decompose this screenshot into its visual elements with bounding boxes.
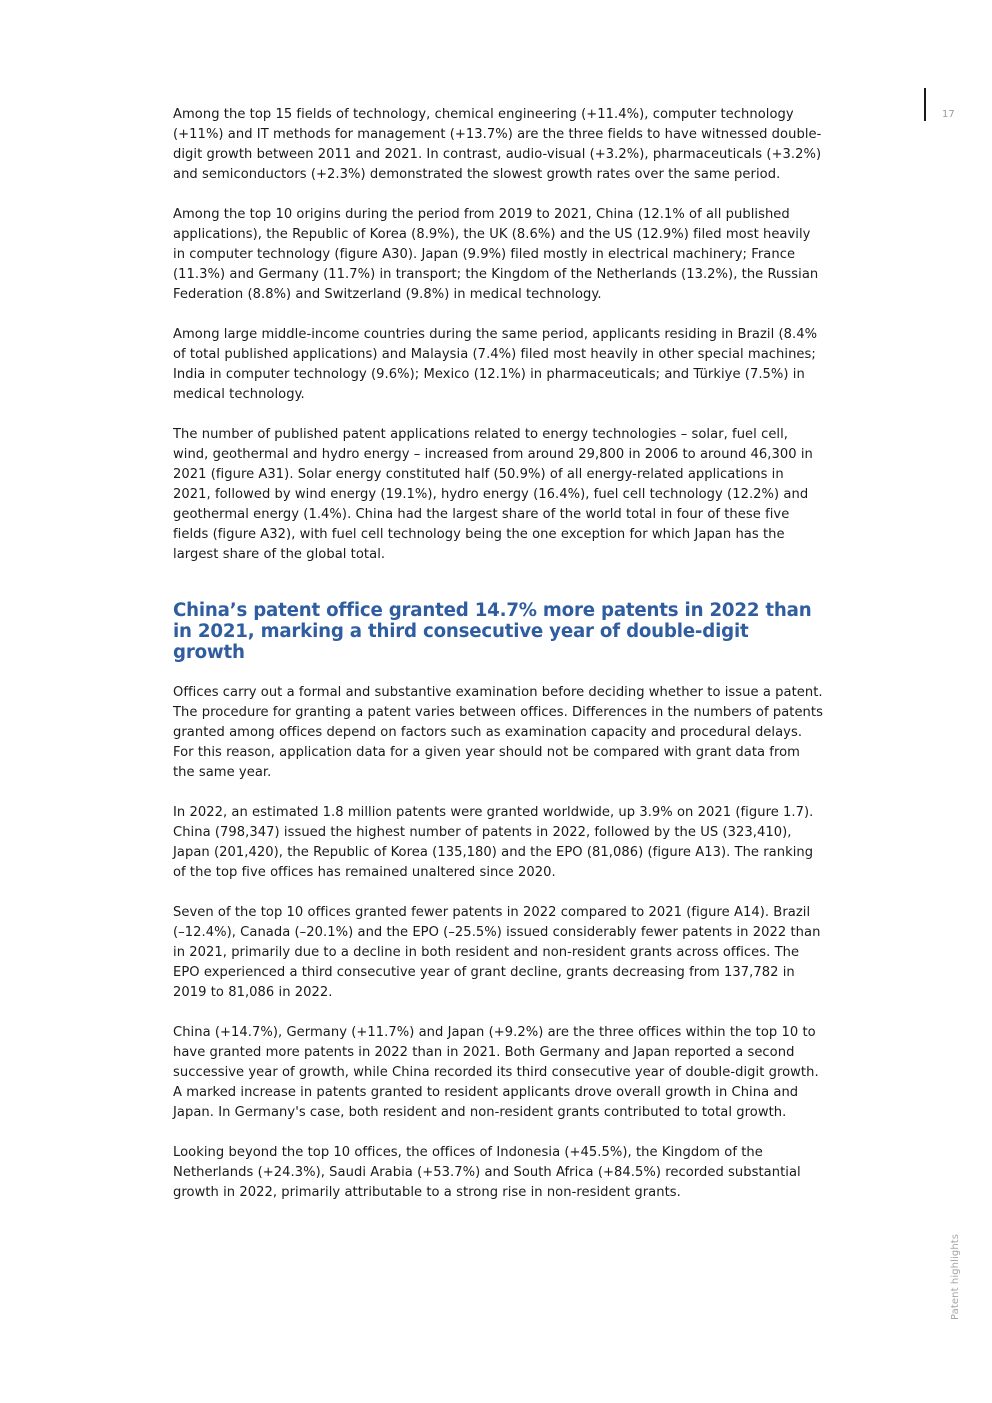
section-heading: China’s patent office granted 14.7% more patents in 2022 than in 2021, marking a third consecutive year of double-digit growth <box>173 600 812 663</box>
page-marker-bar <box>924 88 926 121</box>
article-body <box>173 105 823 1223</box>
paragraph-grants-2022: In 2022, an estimated 1.8 million patents were granted worldwide, up 3.9% on 2021 (figure 1.7). China (798,347) issued the highest number of patents in 2022, followed by the US (323,410), Japan (201,420), the Republic of Korea (135,180) and the EPO (81,086) (figure A13). The ranking of the top five offices has remained unaltered since 2020. <box>173 805 814 880</box>
paragraph-fewer-grants: Seven of the top 10 offices granted fewer patents in 2022 compared to 2021 (figure A14). Brazil (–12.4%), Canada (–20.1%) and the EPO (–25.5%) issued considerably fewer patents in 2022 than in 2021, primarily due to a decline in both resident and non-resident grants across offices. The EPO experienced a third consecutive year of grant decline, grants decreasing from 137,782 in 2019 to 81,086 in 2022. <box>173 905 821 1000</box>
paragraph-examination: Offices carry out a formal and substantive examination before deciding whether to issue a patent. The procedure for granting a patent varies between offices. Differences in the numbers of patents granted among offices depend on factors such as examination capacity and procedural delays. For this reason, application data for a given year should not be compared with grant data from the same year. <box>173 685 823 780</box>
paragraph-tech-fields-growth: Among the top 15 fields of technology, chemical engineering (+11.4%), computer technology (+11%) and IT methods for management (+13.7%) are the three fields to have witnessed double-digit growth between 2011 and 2021. In contrast, audio-visual (+3.2%), pharmaceuticals (+3.2%) and semiconductors (+2.3%) demonstrated the slowest growth rates over the same period. <box>173 107 822 182</box>
paragraph-energy-tech: The number of published patent applications related to energy technologies – solar, fuel cell, wind, geothermal and hydro energy – increased from around 29,800 in 2006 to around 46,300 in 2021 (figure A31). Solar energy constituted half (50.9%) of all energy-related applications in 2021, followed by wind energy (19.1%), hydro energy (16.4%), fuel cell technology (12.2%) and geothermal energy (1.4%). China had the largest share of the world total in four of these five fields (figure A32), with fuel cell technology being the one exception for which Japan has the largest share of the global total. <box>173 427 813 562</box>
paragraph-top-origins: Among the top 10 origins during the period from 2019 to 2021, China (12.1% of all published applications), the Republic of Korea (8.9%), the UK (8.6%) and the US (12.9%) filed most heavily in computer technology (figure A30). Japan (9.9%) filed mostly in electrical machinery; France (11.3%) and Germany (11.7%) in transport; the Kingdom of the Netherlands (13.2%), the Russian Federation (8.8%) and Switzerland (9.8%) in medical technology. <box>173 207 819 302</box>
paragraph-middle-income: Among large middle-income countries during the same period, applicants residing in Brazil (8.4% of total published applications) and Malaysia (7.4%) filed most heavily in other special machines; India in computer technology (9.6%); Mexico (12.1%) in pharmaceuticals; and Türkiye (7.5%) in medical technology. <box>173 327 818 402</box>
paragraph-beyond-top10: Looking beyond the top 10 offices, the offices of Indonesia (+45.5%), the Kingdom of the Netherlands (+24.3%), Saudi Arabia (+53.7%) and South Africa (+84.5%) recorded substantial growth in 2022, primarily attributable to a strong rise in non-resident grants. <box>173 1145 801 1200</box>
paragraph-more-grants: China (+14.7%), Germany (+11.7%) and Japan (+9.2%) are the three offices within the top 10 to have granted more patents in 2022 than in 2021. Both Germany and Japan reported a second successive year of growth, while China recorded its third consecutive year of double-digit growth. A marked increase in patents granted to resident applicants drove overall growth in China and Japan. In Germany's case, both resident and non-resident grants contributed to total growth. <box>173 1025 819 1120</box>
page-number: 17 <box>942 109 955 120</box>
section-label: Patent highlights <box>950 1233 961 1320</box>
